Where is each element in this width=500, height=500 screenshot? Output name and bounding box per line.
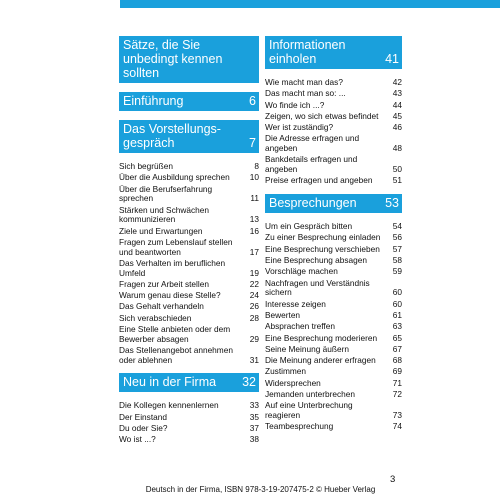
entry-title: Eine Besprechung verschieben xyxy=(265,243,380,254)
entry-title: Wo finde ich ...? xyxy=(265,99,325,110)
entry-title: Warum genau diese Stelle? xyxy=(119,290,221,301)
entry-title: Das Verhalten im beruflichen Umfeld xyxy=(119,257,226,278)
entry-title: Fragen zur Arbeit stellen xyxy=(119,278,209,289)
entry-page: 60 xyxy=(392,287,402,298)
entry-page: 54 xyxy=(392,221,402,232)
entry-page: 61 xyxy=(392,309,402,320)
section-entries xyxy=(119,401,259,445)
entry-title: Sich verabschieden xyxy=(119,312,192,323)
entry-title: Wo ist ...? xyxy=(119,434,156,445)
entry-title: Interesse zeigen xyxy=(265,298,326,309)
toc-left-column xyxy=(119,36,259,453)
toc-section xyxy=(119,36,259,83)
entry-page: 31 xyxy=(249,354,259,365)
entry-page: 65 xyxy=(392,332,402,343)
entry-page: 17 xyxy=(249,246,259,257)
page-number: 3 xyxy=(390,474,396,485)
toc-entry[interactable] xyxy=(265,422,402,432)
entry-page: 43 xyxy=(392,88,402,99)
toc-entry[interactable] xyxy=(119,227,259,237)
entry-title: Nachfragen und Verständnis sichern xyxy=(265,277,370,298)
toc-entry[interactable] xyxy=(265,345,402,355)
entry-title: Über die Ausbildung sprechen xyxy=(119,172,230,183)
entry-page: 16 xyxy=(249,225,259,236)
toc-entry[interactable] xyxy=(265,311,402,321)
section-header[interactable] xyxy=(119,92,259,111)
entry-page: 35 xyxy=(249,411,259,422)
toc-entry[interactable] xyxy=(119,238,259,257)
section-header[interactable] xyxy=(265,36,402,69)
toc-entry[interactable] xyxy=(265,89,402,99)
section-title: Das Vorstellungs-gespräch xyxy=(123,122,221,150)
toc-entry[interactable] xyxy=(265,78,402,88)
entry-title: Eine Besprechung moderieren xyxy=(265,332,378,343)
entry-page: 50 xyxy=(392,164,402,175)
entry-title: Du oder Sie? xyxy=(119,423,168,434)
entry-page: 58 xyxy=(392,255,402,266)
toc-entry[interactable] xyxy=(265,155,402,174)
toc-entry[interactable] xyxy=(119,325,259,344)
section-page-number: 53 xyxy=(385,196,399,211)
toc-entry[interactable] xyxy=(265,222,402,232)
entry-page: 48 xyxy=(392,143,402,154)
toc-section xyxy=(119,92,259,111)
toc-section xyxy=(119,373,259,445)
toc-section xyxy=(265,36,402,186)
entry-title: Teambesprechung xyxy=(265,421,334,432)
section-entries xyxy=(265,78,402,186)
entry-title: Die Adresse erfragen und angeben xyxy=(265,133,360,154)
entry-title: Wie macht man das? xyxy=(265,77,343,87)
toc-entry[interactable] xyxy=(119,291,259,301)
entry-page: 72 xyxy=(392,389,402,400)
entry-title: Das Gehalt verhandeln xyxy=(119,301,204,312)
entry-page: 42 xyxy=(392,77,402,87)
toc-section xyxy=(119,120,259,365)
entry-title: Über die Berufserfahrung sprechen xyxy=(119,183,213,204)
section-entries xyxy=(119,162,259,365)
entry-title: Bewerten xyxy=(265,309,301,320)
entry-page: 37 xyxy=(249,423,259,434)
section-entries xyxy=(265,222,402,432)
toc-entry[interactable] xyxy=(119,259,259,278)
section-header[interactable] xyxy=(119,373,259,392)
toc-entry[interactable] xyxy=(119,413,259,423)
entry-page: 26 xyxy=(249,301,259,312)
entry-title: Absprachen treffen xyxy=(265,321,335,332)
entry-page: 33 xyxy=(249,400,259,411)
entry-page: 19 xyxy=(249,267,259,278)
entry-page: 51 xyxy=(392,175,402,186)
entry-title: Der Einstand xyxy=(119,411,167,422)
toc-section xyxy=(265,194,402,432)
entry-title: Die Kollegen kennenlernen xyxy=(119,400,219,411)
toc-entry[interactable] xyxy=(265,300,402,310)
section-page-number: 32 xyxy=(242,375,256,390)
section-header[interactable] xyxy=(119,36,259,83)
top-accent-bar xyxy=(120,0,500,8)
toc-entry[interactable] xyxy=(119,162,259,172)
toc-entry[interactable] xyxy=(265,279,402,298)
entry-page: 69 xyxy=(392,366,402,377)
toc-entry[interactable] xyxy=(265,245,402,255)
entry-title: Sich begrüßen xyxy=(119,161,173,171)
entry-title: Eine Stelle anbieten oder dem Bewerber absagen xyxy=(119,324,231,344)
toc-entry[interactable] xyxy=(265,134,402,153)
toc-entry[interactable] xyxy=(119,302,259,312)
toc-entry[interactable] xyxy=(265,401,402,420)
entry-title: Vorschläge machen xyxy=(265,266,338,277)
entry-title: Ziele und Erwartungen xyxy=(119,225,203,236)
entry-page: 11 xyxy=(250,193,259,204)
entry-title: Preise erfragen und angeben xyxy=(265,175,373,186)
entry-page: 57 xyxy=(392,243,402,254)
toc-entry[interactable] xyxy=(265,322,402,332)
toc-entry[interactable] xyxy=(119,346,259,365)
toc-entry[interactable] xyxy=(265,101,402,111)
entry-page: 24 xyxy=(249,290,259,301)
entry-page: 44 xyxy=(392,99,402,110)
toc-entry[interactable] xyxy=(265,367,402,377)
entry-page: 29 xyxy=(249,333,259,344)
entry-title: Stärken und Schwächen kommunizieren xyxy=(119,204,209,225)
entry-page: 73 xyxy=(392,410,402,421)
toc-entry[interactable] xyxy=(119,173,259,183)
footer-imprint: Deutsch in der Firma, ISBN 978-3-19-207475-2 © Hueber Verlag xyxy=(145,485,376,494)
toc-entry[interactable] xyxy=(265,334,402,344)
entry-page: 13 xyxy=(249,214,259,225)
section-header[interactable] xyxy=(119,120,259,153)
section-page-number: 41 xyxy=(385,52,399,66)
entry-page: 60 xyxy=(392,298,402,309)
entry-title: Wer ist zuständig? xyxy=(265,122,334,133)
toc-entry[interactable] xyxy=(119,280,259,290)
entry-page: 74 xyxy=(392,421,402,432)
toc-entry[interactable] xyxy=(119,206,259,225)
entry-title: Die Meinung anderer erfragen xyxy=(265,355,376,366)
entry-title: Um ein Gespräch bitten xyxy=(265,221,353,232)
toc-entry[interactable] xyxy=(119,435,259,445)
toc-entry[interactable] xyxy=(119,185,259,204)
entry-title: Jemanden unterbrechen xyxy=(265,389,355,400)
entry-title: Widersprechen xyxy=(265,377,321,388)
entry-title: Eine Besprechung absagen xyxy=(265,255,367,266)
entry-page: 63 xyxy=(392,321,402,332)
entry-page: 67 xyxy=(392,343,402,354)
section-page-number: 7 xyxy=(249,136,256,150)
entry-page: 10 xyxy=(249,172,259,183)
entry-page: 8 xyxy=(254,161,259,171)
toc-entry[interactable] xyxy=(119,401,259,411)
entry-title: Bankdetails erfragen und angeben xyxy=(265,154,358,175)
entry-title: Fragen zum Lebenslauf stellen und beantworten xyxy=(119,236,233,257)
toc-entry[interactable] xyxy=(265,176,402,186)
entry-page: 56 xyxy=(392,232,402,243)
toc-entry[interactable] xyxy=(265,123,402,133)
entry-title: Zeigen, wo sich etwas befindet xyxy=(265,110,379,121)
section-title: Besprechungen xyxy=(269,196,357,211)
entry-page: 45 xyxy=(392,110,402,121)
section-title: Neu in der Firma xyxy=(123,375,217,390)
entry-page: 38 xyxy=(249,434,259,445)
entry-title: Zu einer Besprechung einladen xyxy=(265,232,381,243)
toc-entry[interactable] xyxy=(265,356,402,366)
entry-title: Auf eine Unterbrechung reagieren xyxy=(265,400,353,421)
section-page-number: 6 xyxy=(249,94,256,108)
section-header[interactable] xyxy=(265,194,402,213)
toc-entry[interactable] xyxy=(265,256,402,266)
entry-title: Zustimmen xyxy=(265,366,307,377)
entry-page: 59 xyxy=(392,266,402,277)
section-title: Einführung xyxy=(123,94,184,108)
entry-page: 28 xyxy=(249,312,259,323)
entry-title: Das Stellenangebot annehmen oder ablehnen xyxy=(119,345,233,365)
entry-title: Das macht man so: ... xyxy=(265,88,346,99)
entry-page: 22 xyxy=(249,278,259,289)
section-title: Informationen einholen xyxy=(269,38,346,66)
toc-entry[interactable] xyxy=(265,267,402,277)
toc-entry[interactable] xyxy=(119,424,259,434)
entry-page: 71 xyxy=(392,377,402,388)
toc-entry[interactable] xyxy=(119,314,259,324)
toc-entry[interactable] xyxy=(265,112,402,122)
entry-page: 46 xyxy=(392,122,402,133)
entry-page: 68 xyxy=(392,355,402,366)
section-title: Sätze, die Sie unbedingt kennen sollten xyxy=(123,38,223,80)
toc-entry[interactable] xyxy=(265,390,402,400)
toc-right-column xyxy=(265,36,402,440)
toc-entry[interactable] xyxy=(265,233,402,243)
entry-title: Seine Meinung äußern xyxy=(265,343,349,354)
toc-entry[interactable] xyxy=(265,379,402,389)
